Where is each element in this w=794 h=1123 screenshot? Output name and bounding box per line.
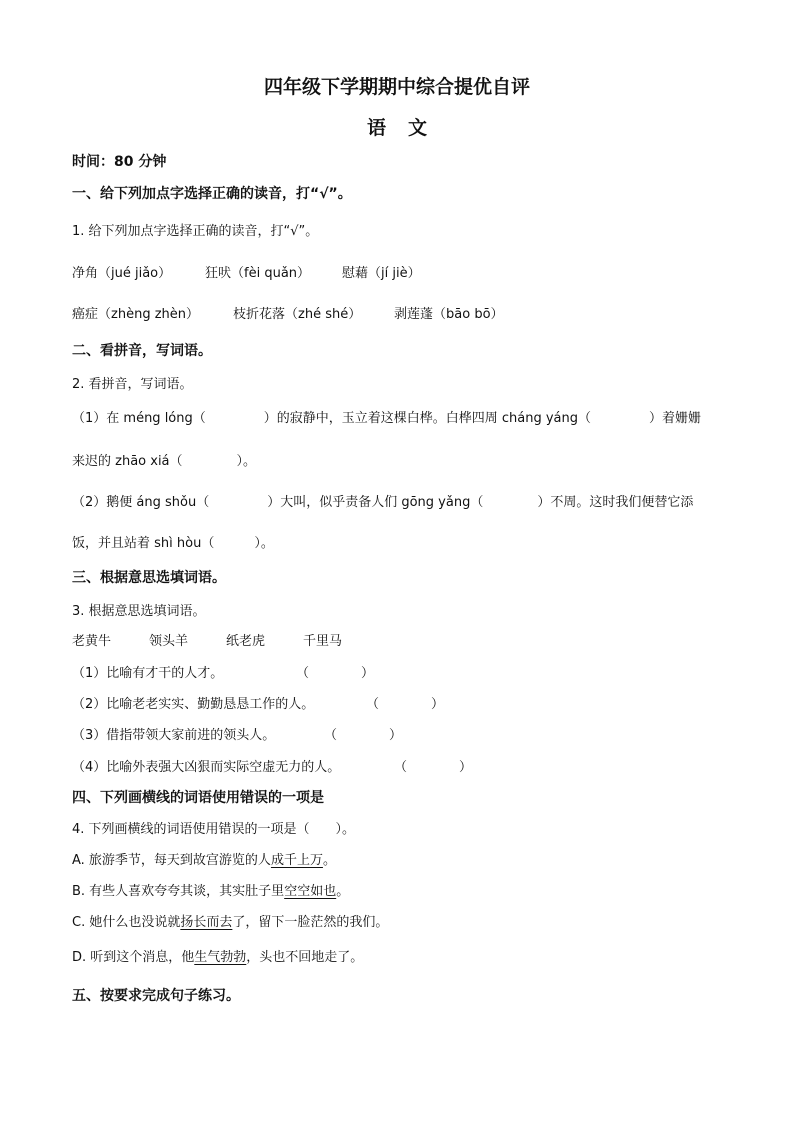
q1-pinyin-option[interactable]: （bāo bō） [433, 307, 504, 322]
word-bank-item: 纸老虎 [226, 634, 266, 649]
option-text: C. 她什么也没说就 [72, 915, 181, 930]
option-text: 了，留下一脸茫然的我们。 [232, 915, 389, 930]
underlined-word: 成千上万 [270, 853, 323, 868]
section-1-heading: 一、给下列加点字选择正确的读音，打“√”。 [72, 186, 352, 202]
option-a[interactable] [72, 849, 336, 868]
answer-paren[interactable]: （ ） [296, 666, 375, 681]
page-title: 四年级下学期期中综合提优自评 [263, 76, 530, 98]
option-c[interactable] [72, 911, 388, 930]
option-text: ，头也不回地走了。 [246, 950, 364, 965]
q2-text: ）。 [254, 536, 274, 551]
q2-text: （1）在 méng lóng（ [72, 411, 206, 426]
underlined-word: 生气勃勃 [194, 950, 247, 965]
underlined-word: 扬长而去 [180, 915, 233, 930]
q1-pinyin-option[interactable]: （fèi quǎn） [231, 266, 311, 281]
option-d[interactable] [72, 946, 363, 965]
word-bank-item: 千里马 [303, 634, 343, 649]
q1-pinyin-option[interactable]: （jué jiǎo） [98, 266, 172, 281]
section-5-heading: 五、按要求完成句子练习。 [72, 988, 240, 1004]
q1-item [233, 303, 361, 322]
q1-pinyin-option[interactable]: （jí jiè） [368, 266, 421, 281]
q2-line [72, 491, 693, 510]
subject-title: 语文 [366, 117, 449, 139]
question-3: 3. 根据意思选填词语。 [72, 604, 206, 619]
underlined-word: 空空如也 [284, 884, 337, 899]
option-text: 。 [336, 884, 350, 899]
question-2: 2. 看拼音，写词语。 [72, 377, 193, 392]
question-4: 4. 下列画横线的词语使用错误的一项是（ ）。 [72, 822, 356, 837]
q3-item-text: （3）借指带领大家前进的领头人。 [72, 728, 276, 743]
q1-word: 剥莲蓬 [394, 307, 434, 322]
q2-line [72, 532, 274, 551]
q2-text: 来迟的 zhāo xiá（ [72, 454, 183, 469]
q2-text: ）。 [236, 454, 257, 469]
question-1: 1. 给下列加点字选择正确的读音，打“√”。 [72, 224, 319, 239]
answer-paren[interactable]: （ ） [394, 760, 473, 775]
answer-paren[interactable]: （ ） [366, 697, 445, 712]
q1-word: 癌症 [72, 307, 99, 322]
q1-pinyin-option[interactable]: （zhèng zhèn） [98, 307, 200, 322]
section-4-heading: 四、下列画横线的词语使用错误的一项是 [72, 790, 324, 806]
option-text: B. 有些人喜欢夸夸其谈，其实肚子里 [72, 884, 285, 899]
section-3-heading: 三、根据意思选填词语。 [72, 570, 226, 586]
option-b[interactable] [72, 880, 349, 899]
section-2-heading: 二、看拼音，写词语。 [72, 343, 212, 359]
q3-item-text: （1）比喻有才干的人才。 [72, 666, 224, 681]
time-limit: 时间：80 分钟 [72, 154, 167, 170]
q2-text: 饭，并且站着 shì hòu（ [72, 536, 215, 551]
q1-word: 狂吠 [205, 266, 232, 281]
option-text: D. 听到这个消息，他 [72, 950, 195, 965]
word-bank-item: 老黄牛 [72, 634, 112, 649]
q1-word: 净角 [72, 266, 99, 281]
q1-item [72, 262, 171, 281]
q1-pinyin-option[interactable]: （zhé shé） [285, 307, 362, 322]
q1-item [72, 303, 199, 322]
q1-word: 枝折花落 [233, 307, 286, 322]
q2-text: ）不周。这时我们便替它添 [537, 495, 694, 510]
q1-item [205, 262, 310, 281]
q2-text: ）着姗姗 [649, 411, 702, 426]
q3-item-text: （4）比喻外表强大凶狠而实际空虚无力的人。 [72, 760, 341, 775]
option-text: 。 [322, 853, 336, 868]
q3-item-text: （2）比喻老老实实、勤勤恳恳工作的人。 [72, 697, 315, 712]
option-text: A. 旅游季节，每天到故宫游览的人 [72, 853, 271, 868]
q2-text: ）大叫，似乎责备人们 gōng yǎng（ [267, 495, 484, 510]
q1-word: 慰藉 [342, 266, 369, 281]
q1-item [394, 303, 504, 322]
q2-text: ）的寂静中，玉立着这棵白桦。白桦四周 cháng yáng（ [263, 411, 592, 426]
q2-text: （2）鹅便 áng shǒu（ [72, 495, 210, 510]
q2-line [72, 450, 256, 469]
q1-item [342, 262, 421, 281]
answer-paren[interactable]: （ ） [324, 728, 403, 743]
word-bank-item: 领头羊 [149, 634, 189, 649]
q2-line [72, 407, 701, 426]
